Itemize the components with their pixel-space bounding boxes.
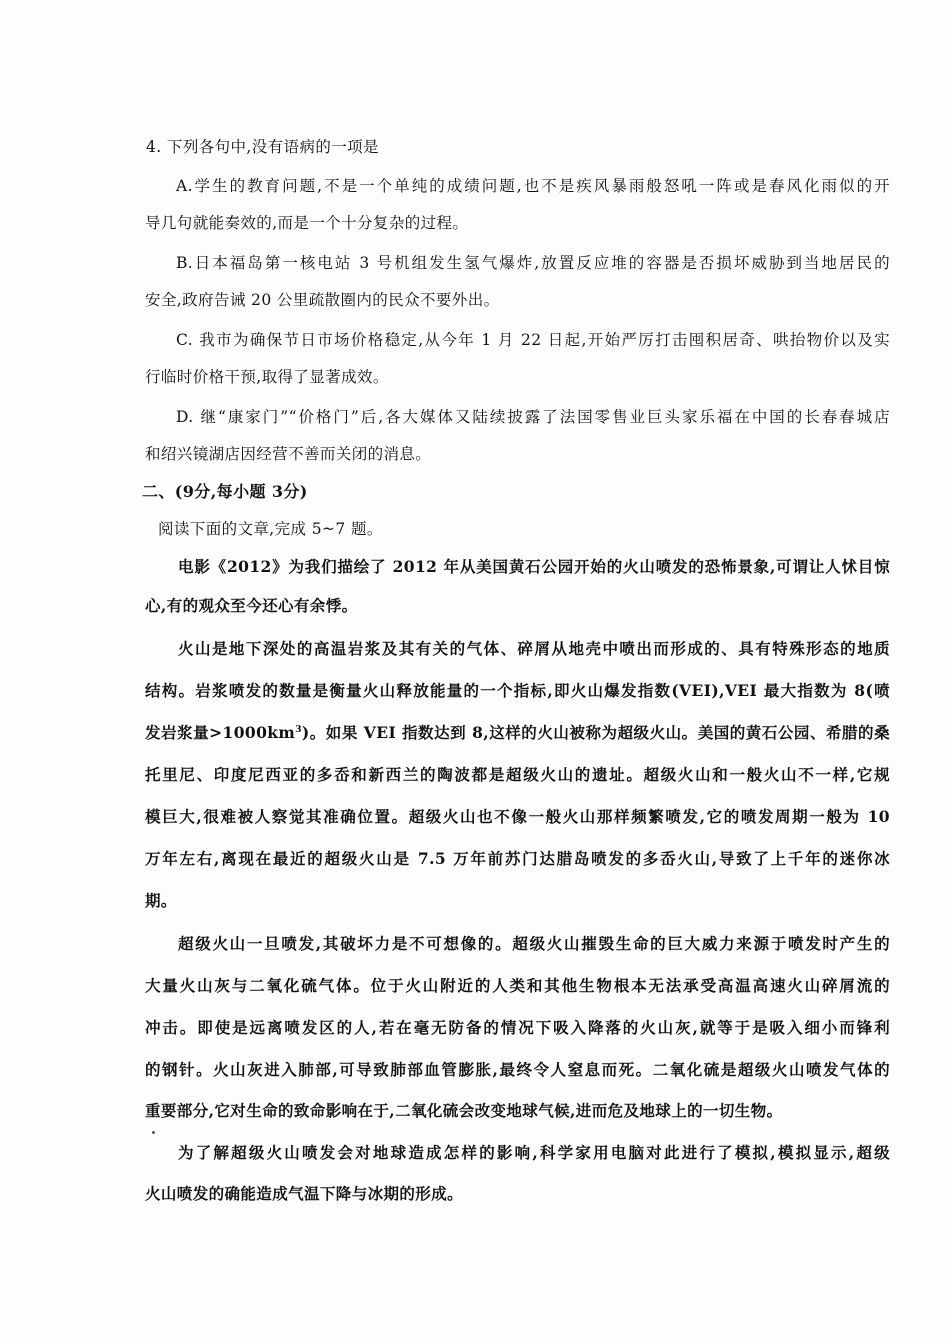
option-d-line-1: D. 继“康家门”“价格门”后,各大媒体又陆续披露了法国零售业巨头家乐福在中国的长春春城店 [176, 408, 890, 426]
article-p4-line-2: 火山喷发的确能造成气温下降与冰期的形成。 [145, 1184, 464, 1203]
option-c-line-2: 行临时价格干预,取得了显著成效。 [145, 368, 389, 386]
article-p2-line-3 [145, 723, 890, 743]
option-a-line-1: A.学生的教育问题,不是一个单纯的成绩问题,也不是疾风暴雨般怒吼一阵或是春风化雨似的开 [176, 177, 890, 195]
question-4-stem: 4. 下列各句中,没有语病的一项是 [146, 138, 379, 156]
option-b-line-1: B.日本福岛第一核电站 3 号机组发生氢气爆炸,放置反应堆的容器是否损坏威胁到当地居民的 [176, 254, 890, 272]
article-p2-line-4: 托里尼、印度尼西亚的多岙和新西兰的陶波都是超级火山的遗址。超级火山和一般火山不一样,它规 [145, 765, 890, 784]
article-p4-line-1: 为了解超级火山喷发会对地球造成怎样的影响,科学家用电脑对此进行了模拟,模拟显示,超级 [178, 1143, 890, 1162]
article-p3-line-5: 重要部分,它对生命的致命影响在于,二氧化硫会改变地球气候,进而危及地球上的一切生物。 [145, 1101, 783, 1120]
section-2-instruction: 阅读下面的文章,完成 5~7 题。 [158, 520, 383, 538]
article-p1-line-1: 电影《2012》为我们描绘了 2012 年从美国黄石公园开始的火山喷发的恐怖景象,可谓让人怵目惊 [178, 557, 890, 576]
article-p1-line-2: 心,有的观众至今还心有余悸。 [145, 596, 358, 615]
article-p3-line-1: 超级火山一旦喷发,其破坏力是不可想像的。超级火山摧毁生命的巨大威力来源于喷发时产生的 [178, 934, 890, 953]
cubic-superscript: 3 [295, 724, 302, 735]
option-b-line-2: 安全,政府告诫 20 公里疏散圈内的民众不要外出。 [145, 291, 500, 309]
article-p3-line-2: 大量火山灰与二氧化硫气体。位于火山附近的人类和其他生物根本无法承受高温高速火山碎屑流的 [145, 976, 890, 995]
article-p2-line-3-part-1: 发岩浆量>1000km [145, 723, 296, 742]
scan-speck [152, 1131, 155, 1134]
article-p2-line-5: 模巨大,很难被人察觉其准确位置。超级火山也不像一般火山那样频繁喷发,它的喷发周期一般为 10 [145, 807, 890, 826]
article-p3-line-4: 的钢针。火山灰进入肺部,可导致肺部血管膨胀,最终令人窒息而死。二氧化硫是超级火山喷发气体的 [145, 1060, 890, 1079]
option-d-line-2: 和绍兴镜湖店因经营不善而关闭的消息。 [145, 445, 432, 463]
article-p3-line-3: 冲击。即使是远离喷发区的人,若在毫无防备的情况下吸入降落的火山灰,就等于是吸入细小而锋利 [145, 1018, 890, 1037]
article-p2-line-3-part-2: )。如果 VEI 指数达到 8,这样的火山被称为超级火山。美国的黄石公园、希腊的桑 [301, 723, 890, 742]
section-2-heading: 二、(9分,每小题 3分) [142, 482, 308, 501]
option-c-line-1: C. 我市为确保节日市场价格稳定,从今年 1 月 22 日起,开始严厉打击囤积居奇、哄抬物价以及实 [176, 331, 890, 349]
article-p2-line-2: 结构。岩浆喷发的数量是衡量火山释放能量的一个指标,即火山爆发指数(VEI),VEI 最大指数为 8(喷 [145, 681, 890, 700]
article-p2-line-1: 火山是地下深处的高温岩浆及其有关的气体、碎屑从地壳中喷出而形成的、具有特殊形态的地质 [178, 639, 890, 658]
article-p2-line-6: 万年左右,离现在最近的超级火山是 7.5 万年前苏门达腊岛喷发的多岙火山,导致了上千年的迷你冰 [145, 849, 890, 868]
option-a-line-2: 导几句就能奏效的,而是一个十分复杂的过程。 [145, 214, 469, 232]
article-p2-line-7: 期。 [145, 891, 177, 910]
